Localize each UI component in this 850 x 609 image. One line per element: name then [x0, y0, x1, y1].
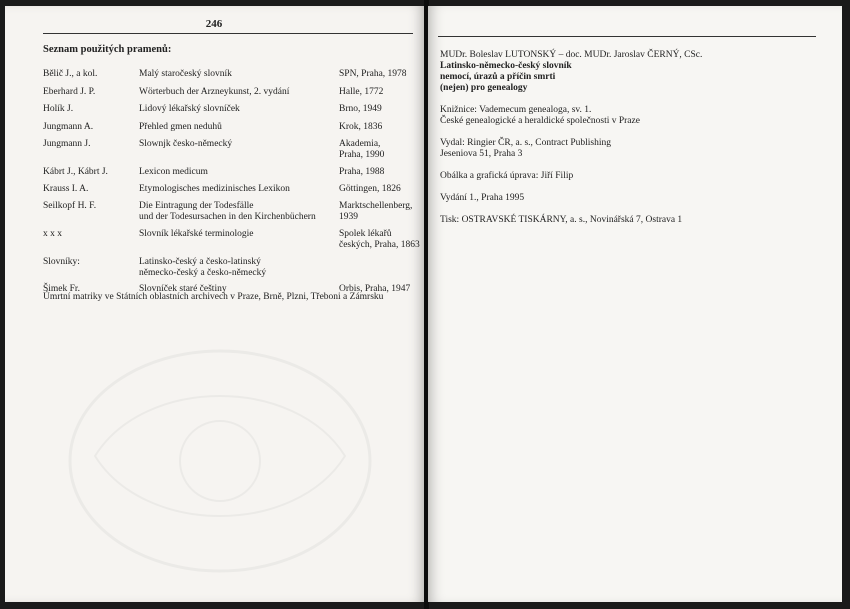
publisher-line: 1939: [339, 212, 358, 222]
publisher-line: Spolek lékařů: [339, 229, 392, 239]
publisher-line: Praha, 1990: [339, 150, 385, 160]
imprint-block: [440, 50, 820, 237]
publisher-line: Jeseniova 51, Praha 3: [440, 149, 523, 159]
source-title: Lexicon medicum: [139, 167, 208, 177]
title-line: německo-český a česko-německý: [139, 268, 267, 278]
source-author: Eberhard J. P.: [43, 87, 96, 97]
source-author: Holík J.: [43, 104, 74, 114]
book-title-line: nemocí, úrazů a příčin smrti: [440, 72, 556, 82]
source-author: Jungmann A.: [43, 122, 94, 132]
series-line: České genealogické a heraldické společnosti v Praze: [440, 116, 640, 126]
source-publisher: SPN, Praha, 1978: [339, 69, 407, 79]
source-author: Bělič J., a kol.: [43, 69, 98, 79]
source-publisher: [339, 139, 423, 161]
source-title: Lidový lékařský slovníček: [139, 104, 240, 114]
archives-note: Úmrtní matriky ve Státních oblastních archivech v Praze, Brně, Plzni, Třeboni a Zámrsku: [43, 292, 384, 302]
source-title: Slovník lékařské terminologie: [139, 229, 254, 239]
left-page: [5, 6, 425, 602]
source-author: x x x: [43, 229, 62, 239]
source-publisher: [339, 229, 423, 251]
cover-credit: Obálka a grafická úprava: Jiří Filip: [440, 171, 574, 181]
title-line: Die Eintragung der Todesfälle: [139, 201, 254, 211]
publisher-line: Marktschellenberg,: [339, 201, 413, 211]
source-title: Slownjk česko-německý: [139, 139, 233, 149]
source-title: Slovníček staré češtiny: [139, 284, 227, 294]
source-author: Jungmann J.: [43, 139, 91, 149]
source-publisher: Halle, 1772: [339, 87, 384, 97]
source-publisher: Krok, 1836: [339, 122, 383, 132]
source-author: Krauss I. A.: [43, 184, 89, 194]
authors-line: MUDr. Boleslav LUTONSKÝ – doc. MUDr. Jaroslav ČERNÝ, CSc.: [440, 50, 703, 60]
source-author: Šimek Fr.: [43, 284, 80, 294]
printer-line: Tisk: OSTRAVSKÉ TISKÁRNY, a. s., Novinářská 7, Ostrava 1: [440, 215, 683, 225]
source-publisher: [339, 201, 423, 223]
publisher-line: Akademia,: [339, 139, 381, 149]
book-title-line: Latinsko-německo-český slovník: [440, 61, 572, 71]
ornament-watermark: [55, 336, 385, 586]
header-rule: [43, 33, 413, 34]
title-line: und der Todesursachen in den Kirchenbüchern: [139, 212, 316, 222]
source-title: Přehled gmen neduhů: [139, 122, 222, 132]
source-publisher: Praha, 1988: [339, 167, 385, 177]
source-publisher: Orbis, Praha, 1947: [339, 284, 411, 294]
publisher-line: Vydal: Ringier ČR, a. s., Contract Publishing: [440, 138, 611, 148]
series-line: Knižnice: Vademecum genealoga, sv. 1.: [440, 105, 592, 115]
edition-line: Vydání 1., Praha 1995: [440, 193, 525, 203]
source-author: Kábrt J., Kábrt J.: [43, 167, 108, 177]
source-title: [139, 257, 337, 279]
source-title: Etymologisches medizinisches Lexikon: [139, 184, 290, 194]
source-title: [139, 201, 337, 223]
title-line: Latinsko-český a česko-latinský: [139, 257, 261, 267]
source-title: Wörterbuch der Arzneykunst, 2. vydání: [139, 87, 290, 97]
page-number: 246: [205, 18, 223, 30]
header-rule: [438, 36, 816, 37]
section-title: Seznam použitých pramenů:: [43, 44, 172, 55]
publisher-line: českých, Praha, 1863: [339, 240, 420, 250]
right-page: [428, 6, 842, 602]
source-author: Slovníky:: [43, 257, 80, 267]
source-publisher: Brno, 1949: [339, 104, 382, 114]
source-author: Seilkopf H. F.: [43, 201, 97, 211]
source-title: Malý staročeský slovník: [139, 69, 232, 79]
book-title-line: (nejen) pro genealogy: [440, 83, 528, 93]
source-publisher: Göttingen, 1826: [339, 184, 401, 194]
